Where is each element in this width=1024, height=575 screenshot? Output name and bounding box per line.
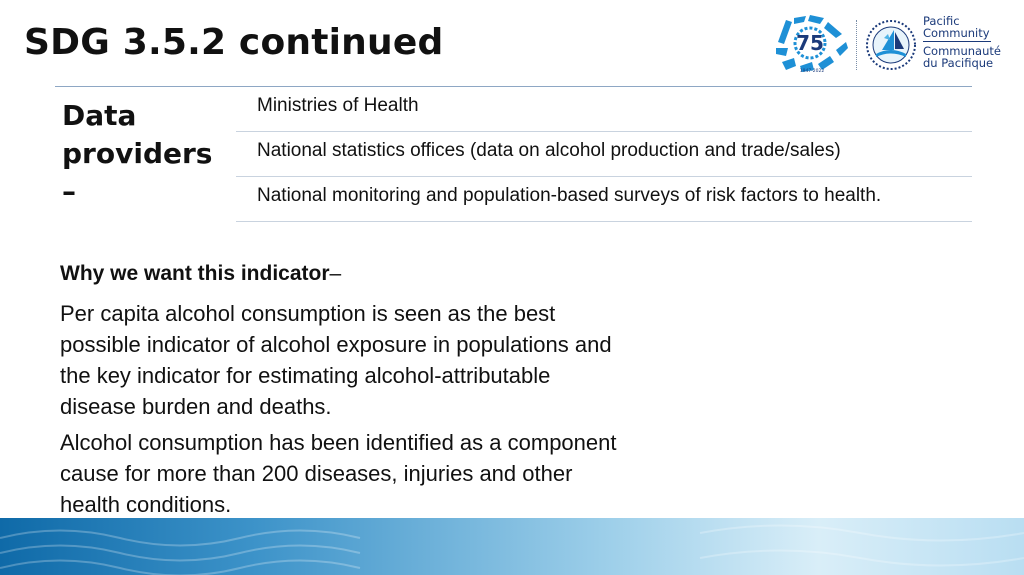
header-logos <box>770 12 1010 76</box>
provider-item: Ministries of Health <box>236 87 972 132</box>
spc-name-fr-line2: du Pacifique <box>923 56 994 70</box>
why-heading-dash: – <box>329 262 342 285</box>
spc-name-en-line1: Pacific <box>923 14 960 28</box>
why-heading: Why we want this indicator <box>60 262 330 285</box>
why-paragraph: Alcohol consumption has been identified as a component cause for more than 200 diseases, injuries and other health conditions. <box>60 430 617 517</box>
spc-name-fr-line1: Communauté <box>923 44 1001 58</box>
why-section <box>60 260 620 525</box>
why-paragraph: Per capita alcohol consumption is seen as the best possible indicator of alcohol exposure in populations and the key indicator for estimating alcohol-attributable disease burden and deaths. <box>60 301 612 419</box>
spc-emblem-icon <box>864 16 918 74</box>
spc-wordmark-separator <box>923 41 991 42</box>
spc-name-en-line2: Community <box>923 26 990 40</box>
data-providers-label: Data providers – <box>62 99 213 208</box>
provider-item: National statistics offices (data on alcohol production and trade/sales) <box>236 132 972 177</box>
anniversary-number: 75 <box>796 31 824 55</box>
anniversary-75-logo <box>772 12 852 74</box>
slide-title: SDG 3.5.2 continued <box>24 22 444 63</box>
provider-item: National monitoring and population-based surveys of risk factors to health. <box>236 177 972 222</box>
spc-wordmark <box>923 15 1001 69</box>
why-heading-line <box>60 260 620 288</box>
footer-wave-band <box>0 518 1024 575</box>
anniversary-caption: 1947-2022 <box>799 69 825 74</box>
data-providers-list <box>236 87 972 222</box>
logo-divider <box>856 20 857 70</box>
